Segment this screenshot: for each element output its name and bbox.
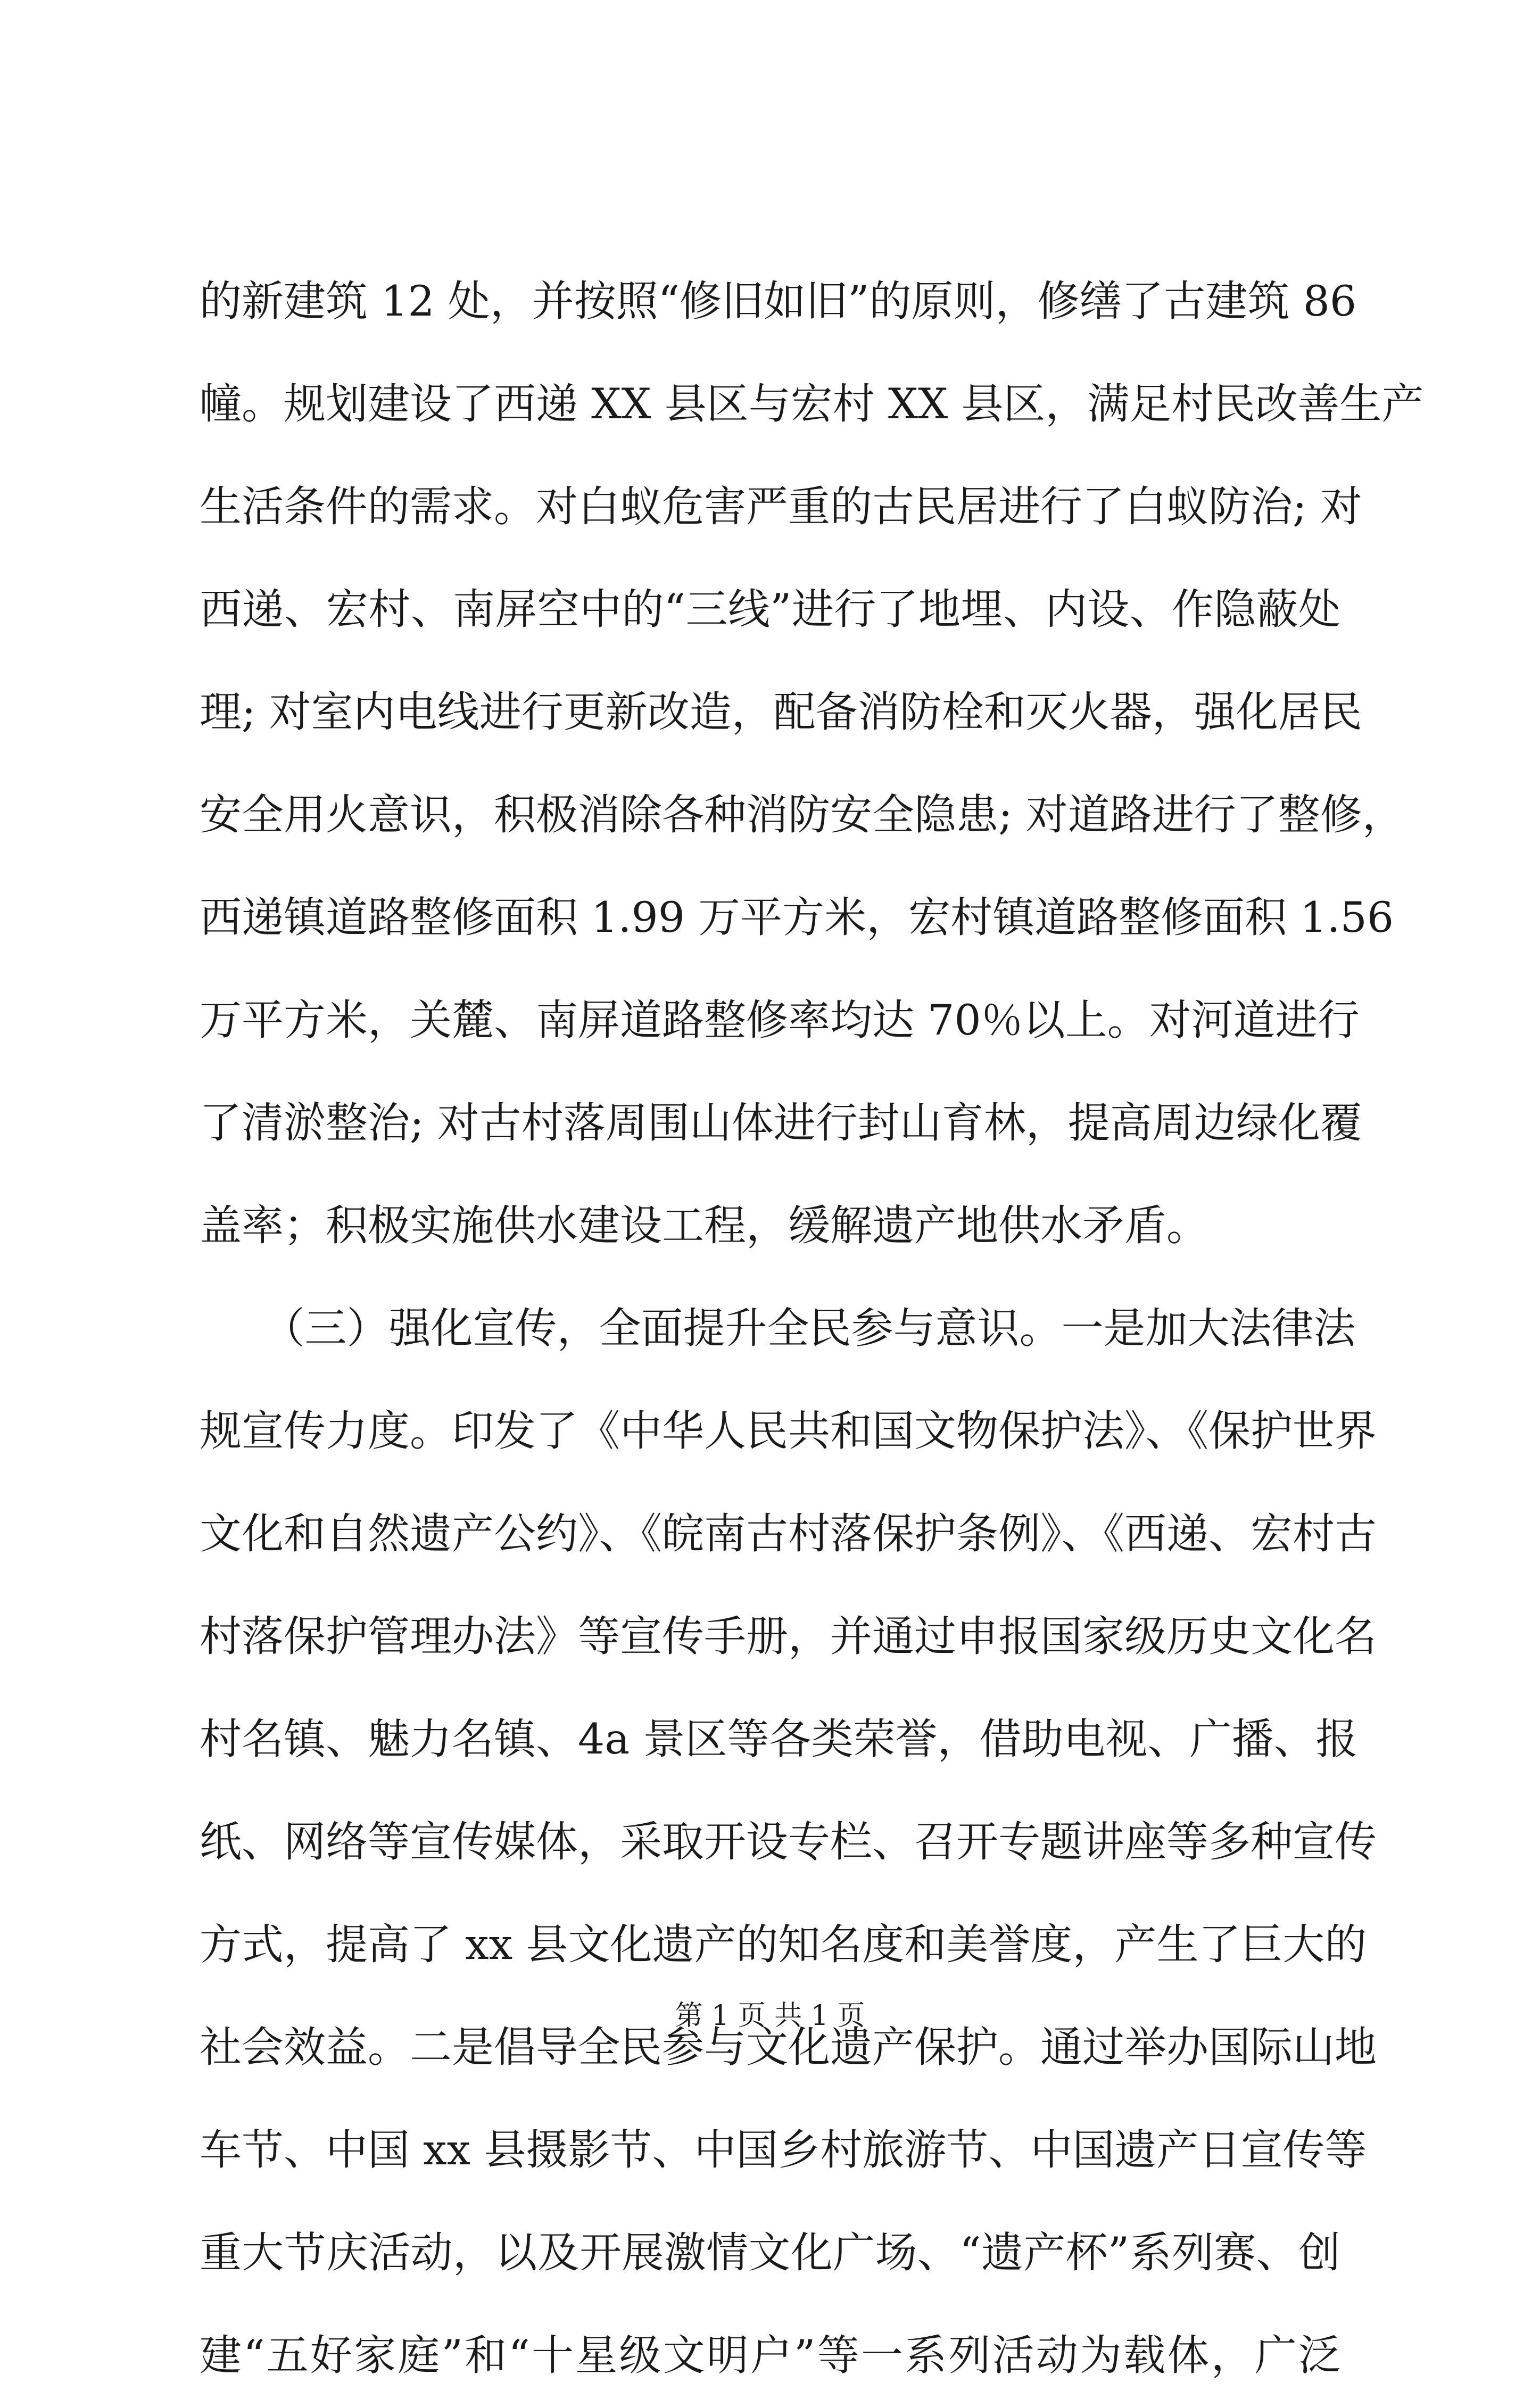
text-line: 幢。规划建设了西递 XX 县区与宏村 XX 县区，满足村民改善生产 xyxy=(200,379,1424,428)
text-line: 万平方米，关麓、南屏道路整修率均达 70％以上。对河道进行 xyxy=(200,996,1360,1045)
text-line: 理; 对室内电线进行更新改造，配备消防栓和灭火器，强化居民 xyxy=(200,688,1362,737)
text-line: 村名镇、魅力名镇、4a 景区等各类荣誉，借助电视、广播、报 xyxy=(200,1715,1358,1764)
text-line: （三）强化宣传，全面提升全民参与意识。一是加大法律法 xyxy=(200,1304,1356,1353)
paragraph-1 xyxy=(200,250,1424,1277)
text-line: 西递、宏村、南屏空中的“三线”进行了地埋、内设、作隐蔽处 xyxy=(200,585,1340,634)
text-line: 了清淤整治; 对古村落周围山体进行封山育林，提高周边绿化覆 xyxy=(200,1098,1362,1147)
text-line: 车节、中国 xx 县摄影节、中国乡村旅游节、中国遗产日宣传等 xyxy=(200,2125,1367,2174)
text-line: 纸、网络等宣传媒体，采取开设专栏、召开专题讲座等多种宣传 xyxy=(200,1817,1377,1866)
text-line: 文化和自然遗产公约》、《皖南古村落保护条例》、《西递、宏村古 xyxy=(200,1509,1377,1558)
page-number-footer: 第 1 页 共 1 页 xyxy=(675,2000,865,2032)
paragraph-2 xyxy=(200,1277,1377,2407)
text-line: 盖率；积极实施供水建设工程，缓解遗产地供水矛盾。 xyxy=(200,1201,1208,1250)
text-line: 安全用火意识，积极消除各种消防安全隐患; 对道路进行了整修， xyxy=(200,790,1404,839)
text-line: 村落保护管理办法》等宣传手册，并通过申报国家级历史文化名 xyxy=(200,1612,1377,1661)
text-line: 的新建筑 12 处，并按照“修旧如旧”的原则，修缮了古建筑 86 xyxy=(200,277,1357,326)
text-line: 重大节庆活动，以及开展激情文化广场、“遗产杯”系列赛、创 xyxy=(200,2228,1340,2277)
text-line: 西递镇道路整修面积 1.99 万平方米，宏村镇道路整修面积 1.56 xyxy=(200,893,1394,942)
text-line: 生活条件的需求。对白蚁危害严重的古民居进行了白蚁防治; 对 xyxy=(200,482,1362,531)
document-body xyxy=(200,250,1424,2407)
text-line: 规宣传力度。印发了《中华人民共和国文物保护法》、《保护世界 xyxy=(200,1407,1377,1455)
text-line: 社会效益。二是倡导全民参与文化遗产保护。通过举办国际山地 xyxy=(200,2023,1377,2072)
text-line: 方式，提高了 xx 县文化遗产的知名度和美誉度，产生了巨大的 xyxy=(200,1920,1367,1969)
text-line: 建“五好家庭”和“十星级文明户”等一系列活动为载体，广泛 xyxy=(200,2331,1340,2380)
